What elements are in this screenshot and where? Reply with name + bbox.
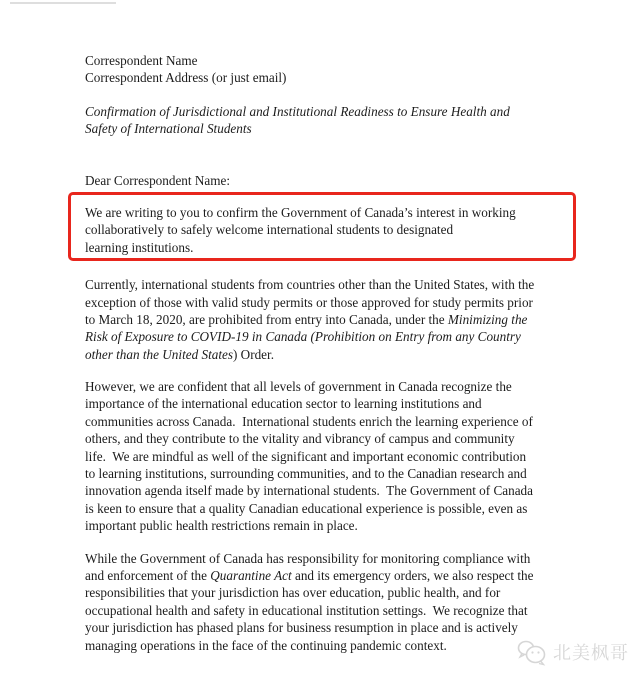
paragraph-line (85, 602, 605, 619)
text-run: occupational health and safety in educational institution settings. We recognize that (85, 602, 528, 618)
subject-line: Confirmation of Jurisdictional and Institutional Readiness to Ensure Health and (85, 103, 510, 119)
paragraph-line (85, 550, 605, 567)
italic-text-run: Quarantine Act (210, 567, 292, 583)
text-run: Currently, international students from countries other than the United States, with the (85, 277, 535, 293)
paragraph-line (85, 619, 605, 636)
text-run: learning institutions. (85, 239, 194, 255)
text-run: managing operations in the face of the continuing pandemic context. (85, 637, 447, 653)
paragraph-line (85, 413, 605, 430)
paragraph-line (85, 430, 605, 447)
paragraph-line (85, 448, 605, 465)
paragraph-line (85, 567, 605, 584)
salutation-block (85, 172, 605, 189)
subject-block (85, 103, 605, 138)
paragraph-line (85, 276, 605, 293)
current-restrictions-paragraph (85, 276, 605, 363)
text-run: innovation agenda itself made by international students. The Government of Canada (85, 483, 534, 499)
paragraph-line (85, 378, 605, 395)
text-run: However, we are confident that all levels of government in Canada recognize the (85, 379, 512, 395)
text-run: others, and they contribute to the vitality and vibrancy of campus and community (85, 431, 515, 447)
paragraph-line (85, 346, 605, 363)
paragraph-line (85, 221, 573, 238)
wechat-icon (516, 639, 548, 666)
text-run: your jurisdiction has phased plans for business resumption in place and is actively (85, 620, 518, 636)
text-run: is keen to ensure that a quality Canadian educational experience is possible, even as (85, 500, 528, 516)
text-run: and its emergency orders, we also respect the (291, 567, 534, 583)
paragraph-line (85, 294, 605, 311)
recipient-address-line: Correspondent Address (or just email) (85, 70, 287, 86)
paragraph-line (85, 500, 605, 517)
paragraph-line (85, 482, 605, 499)
text-run: importance of the international education sector to learning institutions and (85, 396, 482, 412)
salutation: Dear Correspondent Name: (85, 172, 231, 188)
italic-text-run: Risk of Exposure to COVID-19 in Canada (Prohibition on Entry from any Country (85, 329, 521, 345)
watermark-text: 北美枫哥 (553, 642, 629, 663)
text-run: to March 18, 2020, are prohibited from entry into Canada, under the (85, 311, 448, 327)
text-run: collaboratively to safely welcome international students to designated (85, 222, 454, 238)
paragraphs (85, 192, 605, 654)
highlighted-intro-paragraph (68, 192, 576, 261)
watermark (516, 639, 629, 666)
recipient-name-line: Correspondent Name (85, 53, 198, 68)
paragraph-line (85, 465, 605, 482)
text-run: important public health restrictions remain in place. (85, 518, 358, 534)
paragraph-line (85, 311, 605, 328)
letter-body (85, 52, 605, 654)
paragraph-line (85, 395, 605, 412)
scan-artifact-line (10, 2, 116, 4)
subject-line: Safety of International Students (85, 121, 252, 137)
text-run: communities across Canada. International students enrich the learning experience of (85, 413, 533, 429)
paragraph-line (85, 239, 573, 256)
paragraph-line (85, 584, 605, 601)
text-run: life. We are mindful as well of the significant and important economic contribution (85, 448, 527, 464)
paragraph-line (85, 204, 573, 221)
text-run: ) Order. (232, 346, 274, 362)
text-run: exception of those with valid study permits or those approved for study permits prior (85, 294, 533, 310)
paragraph-line (85, 517, 605, 534)
italic-text-run: other than the United States (85, 346, 233, 362)
text-run: While the Government of Canada has responsibility for monitoring compliance with (85, 550, 531, 566)
italic-text-run: Minimizing the (447, 311, 528, 327)
paragraph-line (85, 328, 605, 345)
recipient-block (85, 52, 605, 87)
text-run: to learning institutions, surrounding communities, and to the Canadian research and (85, 466, 527, 482)
text-run: responsibilities that your jurisdiction has over education, public health, and for (85, 585, 501, 601)
education-importance-paragraph (85, 378, 605, 535)
text-run: and enforcement of the (85, 567, 211, 583)
text-run: We are writing to you to confirm the Government of Canada’s interest in working (85, 204, 516, 220)
